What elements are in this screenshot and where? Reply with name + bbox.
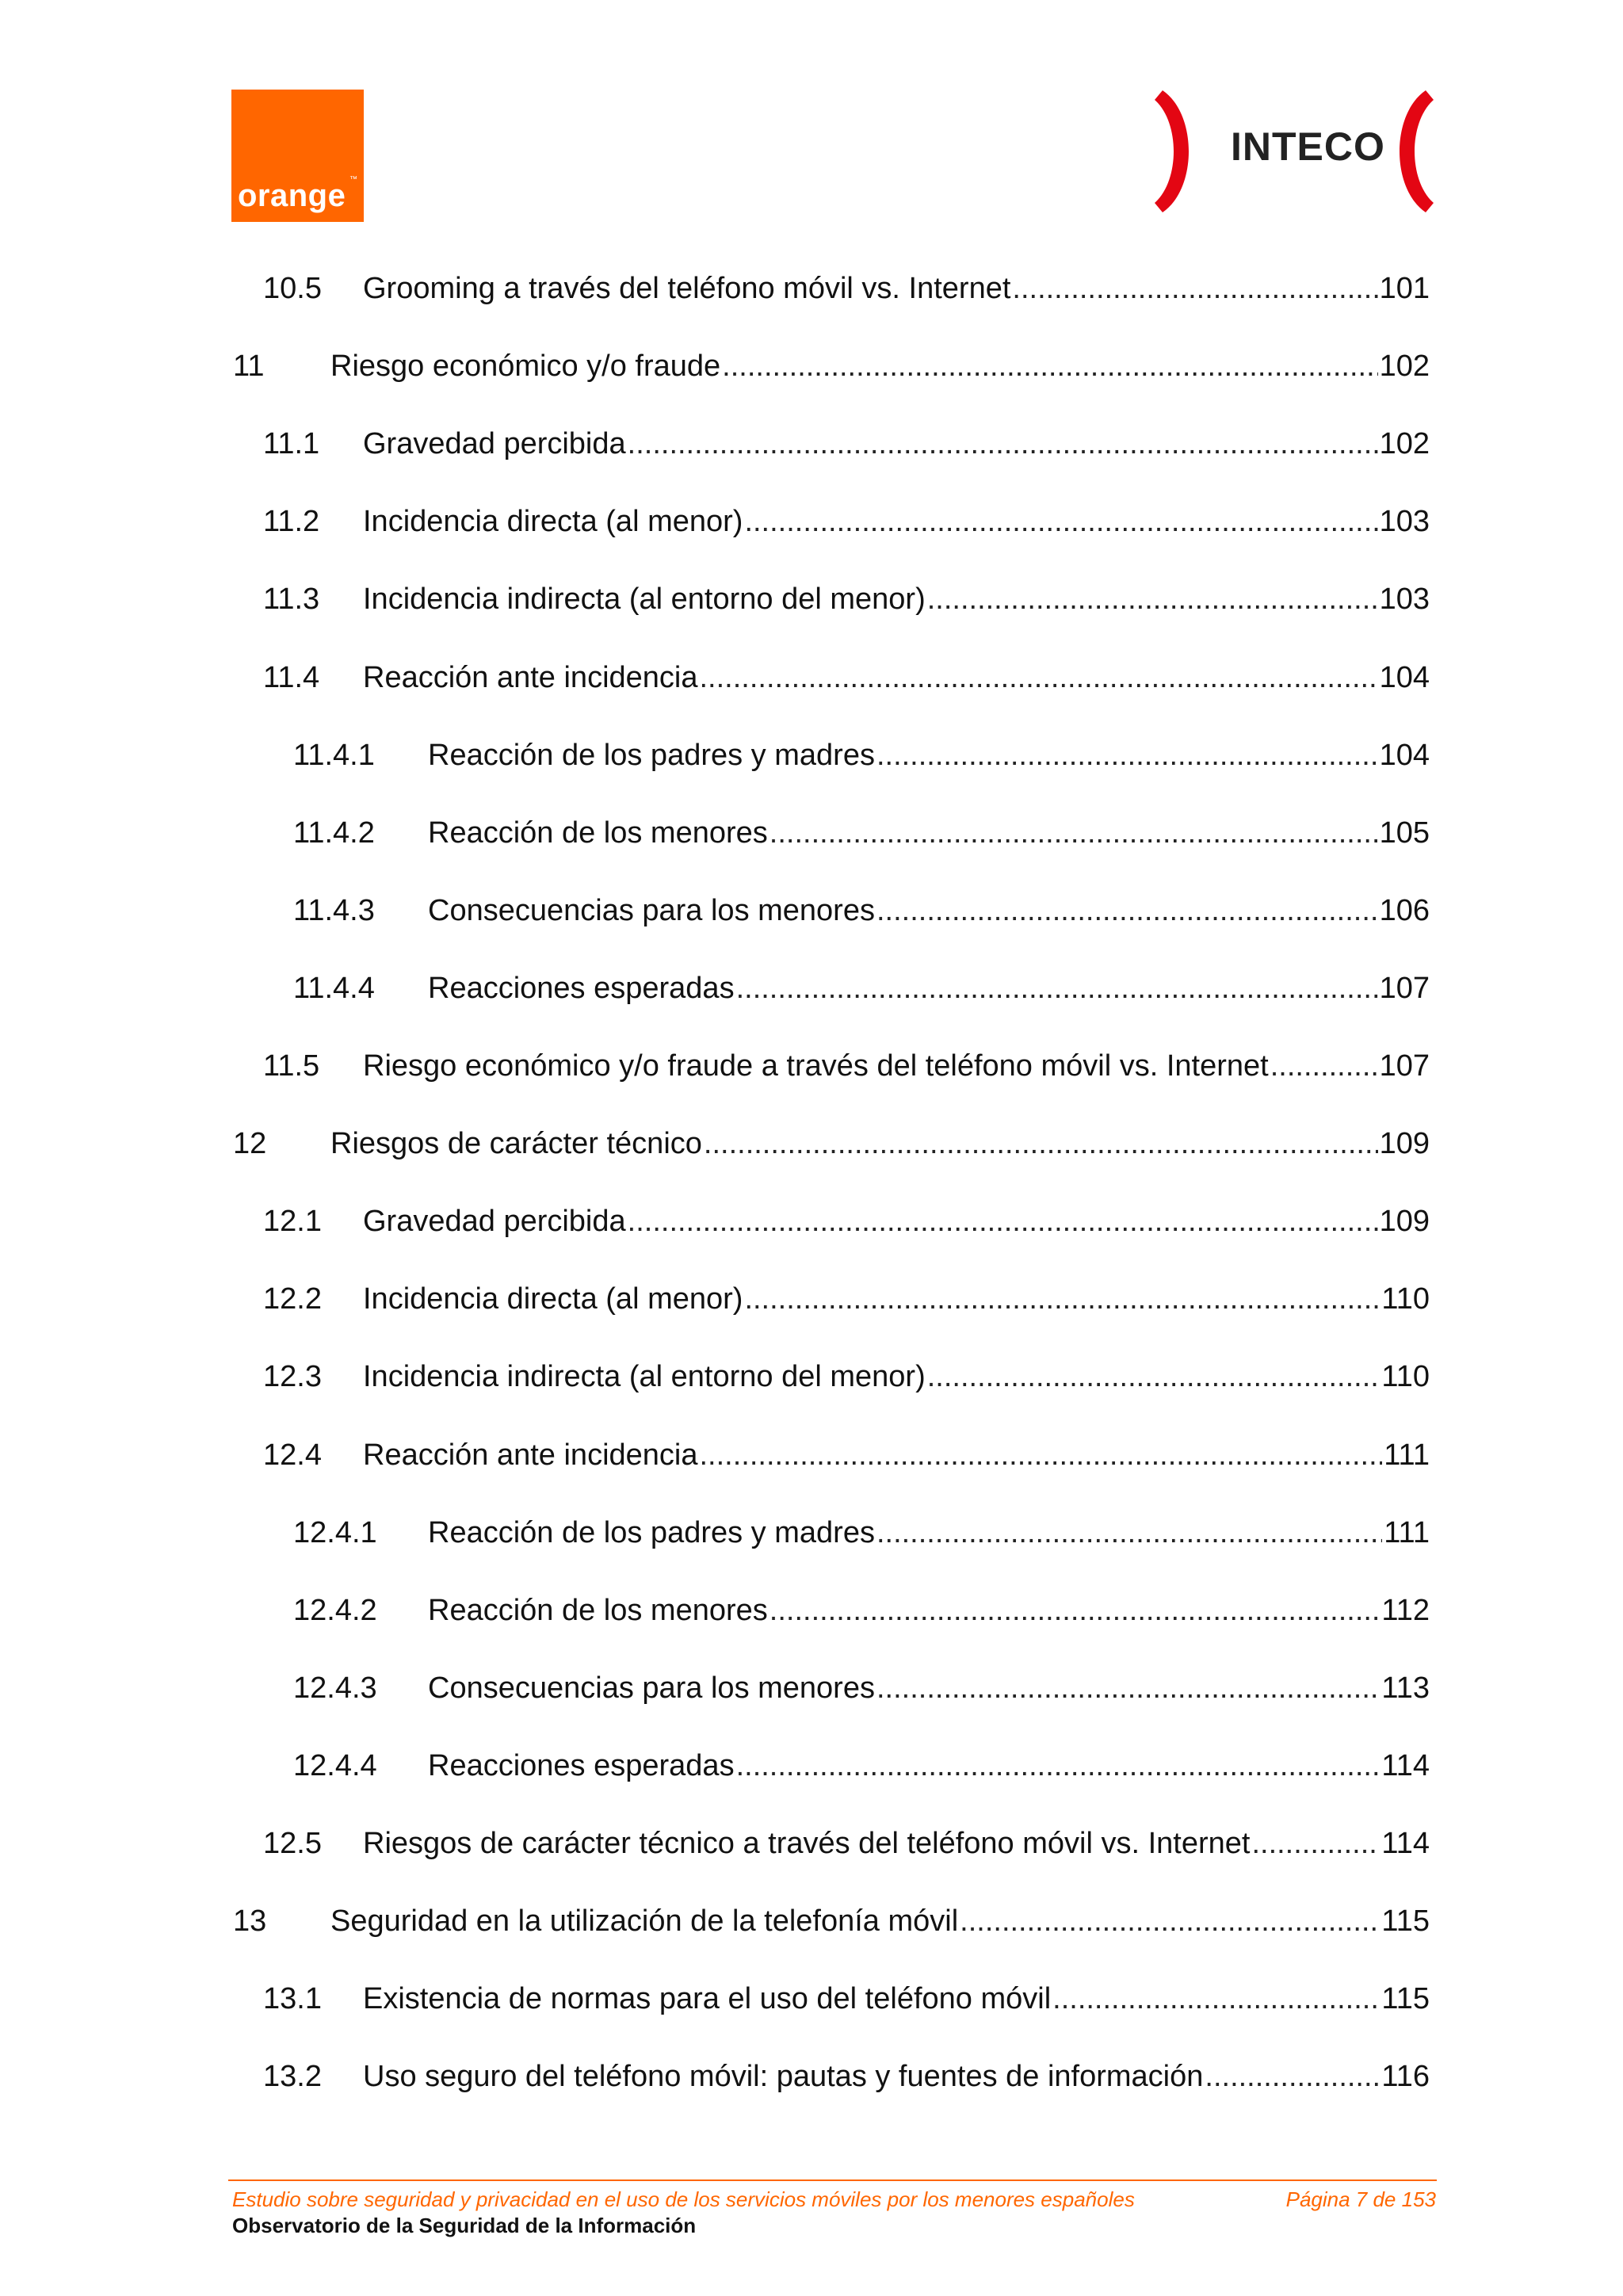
toc-entry-leader-dots [736, 1747, 1381, 1785]
footer-organization: Observatorio de la Seguridad de la Información [232, 2214, 697, 2237]
toc-entry-number: 13.2 [263, 2060, 322, 2094]
toc-entry-page: 111 [1384, 1438, 1430, 1472]
toc-entry-title: Gravedad percibida [363, 427, 626, 461]
toc-entry-number: 12.4.1 [293, 1515, 377, 1549]
toc-entry-page: 103 [1379, 583, 1430, 617]
toc-entry-page: 104 [1379, 660, 1430, 694]
toc-entry-page: 104 [1379, 738, 1430, 772]
toc-entry-leader-dots [1270, 1047, 1378, 1085]
toc-entry-title: Reacciones esperadas [428, 1748, 735, 1782]
toc-entry-number: 11.4 [263, 660, 320, 694]
toc-entry-number: 12.4.4 [293, 1748, 377, 1782]
toc-entry-number: 10.5 [263, 272, 322, 305]
toc-entry-leader-dots [1205, 2057, 1380, 2095]
toc-entry-page: 112 [1381, 1593, 1430, 1627]
toc-entry[interactable] [293, 1669, 1430, 1707]
footer-study-title: Estudio sobre seguridad y privacidad en el uso de los servicios móviles por los menores españoles [232, 2187, 1135, 2211]
toc-entry[interactable] [293, 1591, 1430, 1629]
toc-entry-title: Reacción de los padres y madres [428, 1515, 875, 1549]
toc-entry-title: Incidencia indirecta (al entorno del menor) [363, 1360, 926, 1394]
toc-entry-page: 110 [1381, 1282, 1430, 1316]
toc-entry-leader-dots [876, 1669, 1380, 1707]
toc-entry-page: 111 [1384, 1515, 1430, 1549]
toc-entry[interactable] [263, 502, 1430, 541]
toc-entry-page: 105 [1379, 816, 1430, 850]
toc-entry[interactable] [293, 814, 1430, 852]
toc-entry-leader-dots [744, 502, 1377, 541]
toc-entry-leader-dots [876, 1514, 1382, 1552]
toc-entry-leader-dots [744, 1280, 1380, 1318]
toc-entry-number: 12.2 [263, 1282, 322, 1316]
toc-entry-leader-dots [704, 1125, 1378, 1163]
toc-entry-title: Reacción ante incidencia [363, 660, 698, 694]
toc-entry-number: 12.1 [263, 1205, 322, 1239]
toc-entry-number: 13 [233, 1904, 267, 1939]
toc-entry-leader-dots [1012, 269, 1377, 308]
toc-entry-number: 12.3 [263, 1360, 322, 1394]
toc-entry[interactable] [263, 2057, 1430, 2095]
toc-entry-number: 12.4.2 [293, 1593, 377, 1627]
toc-entry-number: 11.3 [263, 583, 320, 617]
toc-entry[interactable] [263, 1280, 1430, 1318]
toc-entry[interactable] [263, 1358, 1430, 1396]
toc-entry[interactable] [263, 1047, 1430, 1085]
toc-entry-page: 102 [1379, 350, 1430, 384]
toc-entry[interactable] [233, 347, 1430, 385]
toc-entry[interactable] [263, 269, 1430, 308]
toc-entry[interactable] [233, 1902, 1430, 1940]
toc-entry[interactable] [263, 580, 1430, 618]
toc-entry-leader-dots [769, 814, 1378, 852]
toc-entry-title: Reacción ante incidencia [363, 1438, 698, 1472]
toc-entry-page: 107 [1379, 1049, 1430, 1083]
toc-entry[interactable] [263, 659, 1430, 697]
toc-entry-title: Consecuencias para los menores [428, 893, 875, 927]
toc-entry-page: 109 [1379, 1127, 1430, 1161]
toc-entry-page: 113 [1381, 1671, 1430, 1705]
toc-entry-page: 114 [1381, 1827, 1430, 1860]
toc-entry-number: 11.5 [263, 1049, 320, 1083]
toc-entry-title: Riesgo económico y/o fraude [330, 350, 721, 384]
toc-entry[interactable] [233, 1125, 1430, 1163]
toc-entry-leader-dots [927, 1358, 1381, 1396]
orange-logo-text: orange [238, 178, 346, 213]
toc-entry-number: 11.4.3 [293, 893, 375, 927]
toc-entry-page: 103 [1379, 505, 1430, 539]
toc-entry-title: Existencia de normas para el uso del teléfono móvil [363, 1982, 1052, 2016]
toc-entry-page: 109 [1379, 1205, 1430, 1239]
toc-entry-title: Riesgos de carácter técnico [330, 1127, 702, 1161]
toc-entry-leader-dots [628, 425, 1378, 463]
toc-entry-leader-dots [1251, 1824, 1380, 1862]
toc-entry-leader-dots [736, 969, 1378, 1007]
toc-entry[interactable] [263, 1824, 1430, 1862]
toc-entry[interactable] [293, 1514, 1430, 1552]
toc-entry-leader-dots [769, 1591, 1381, 1629]
toc-entry-leader-dots [700, 1436, 1383, 1474]
toc-entry-number: 11.4.4 [293, 971, 375, 1005]
toc-entry[interactable] [293, 969, 1430, 1007]
toc-entry[interactable] [263, 1202, 1430, 1240]
toc-entry[interactable] [293, 736, 1430, 774]
toc-entry-number: 11.1 [263, 427, 320, 461]
toc-entry[interactable] [263, 1436, 1430, 1474]
orange-logo [231, 90, 364, 222]
toc-entry-page: 101 [1379, 272, 1430, 305]
toc-entry[interactable] [263, 425, 1430, 463]
toc-entry-page: 116 [1381, 2060, 1430, 2094]
toc-entry[interactable] [293, 1747, 1430, 1785]
toc-entry-title: Incidencia directa (al menor) [363, 505, 743, 539]
toc-entry-leader-dots [876, 892, 1378, 930]
footer-divider [228, 2179, 1437, 2181]
toc-entry-number: 12.4 [263, 1438, 322, 1472]
toc-entry-title: Gravedad percibida [363, 1205, 626, 1239]
toc-entry-page: 107 [1379, 971, 1430, 1005]
footer-page-number: Página 7 de 153 [1285, 2187, 1436, 2211]
toc-entry-leader-dots [628, 1202, 1378, 1240]
toc-entry-page: 115 [1381, 1904, 1430, 1939]
toc-entry-leader-dots [927, 580, 1378, 618]
toc-entry-number: 11 [233, 350, 265, 384]
toc-entry-title: Consecuencias para los menores [428, 1671, 875, 1705]
inteco-logo [1151, 87, 1437, 216]
toc-entry-title: Riesgos de carácter técnico a través del teléfono móvil vs. Internet [363, 1827, 1251, 1860]
toc-entry-leader-dots [876, 736, 1378, 774]
toc-entry-title: Reacciones esperadas [428, 971, 735, 1005]
toc-entry-page: 114 [1381, 1748, 1430, 1782]
toc-entry-number: 11.2 [263, 505, 320, 539]
toc-entry-page: 115 [1381, 1982, 1430, 2016]
toc-entry-title: Seguridad en la utilización de la telefonía móvil [330, 1904, 959, 1939]
toc-entry-number: 12.4.3 [293, 1671, 377, 1705]
toc-entry-number: 12.5 [263, 1827, 322, 1860]
toc-entry[interactable] [293, 892, 1430, 930]
toc-entry-leader-dots [722, 347, 1377, 385]
orange-logo-trademark: ™ [349, 175, 357, 184]
toc-entry-number: 11.4.1 [293, 738, 375, 772]
toc-entry-title: Grooming a través del teléfono móvil vs. Internet [363, 272, 1011, 305]
toc-entry-title: Reacción de los padres y madres [428, 738, 875, 772]
toc-entry-page: 110 [1381, 1360, 1430, 1394]
toc-entry-page: 106 [1379, 893, 1430, 927]
toc-entry-number: 12 [233, 1127, 267, 1161]
toc-entry-title: Incidencia directa (al menor) [363, 1282, 743, 1316]
toc-entry-title: Uso seguro del teléfono móvil: pautas y fuentes de información [363, 2060, 1204, 2094]
toc-entry-page: 102 [1379, 427, 1430, 461]
toc-entry-leader-dots [1052, 1980, 1380, 2018]
inteco-logo-text: INTECO [1231, 124, 1385, 169]
toc-entry-title: Reacción de los menores [428, 1593, 768, 1627]
toc-entry[interactable] [263, 1980, 1430, 2018]
toc-entry-number: 13.1 [263, 1982, 322, 2016]
toc-entry-leader-dots [960, 1902, 1380, 1940]
toc-entry-number: 11.4.2 [293, 816, 375, 850]
toc-entry-title: Riesgo económico y/o fraude a través del teléfono móvil vs. Internet [363, 1049, 1269, 1083]
toc-entry-leader-dots [700, 659, 1378, 697]
toc-entry-title: Incidencia indirecta (al entorno del menor) [363, 583, 926, 617]
toc-entry-title: Reacción de los menores [428, 816, 768, 850]
